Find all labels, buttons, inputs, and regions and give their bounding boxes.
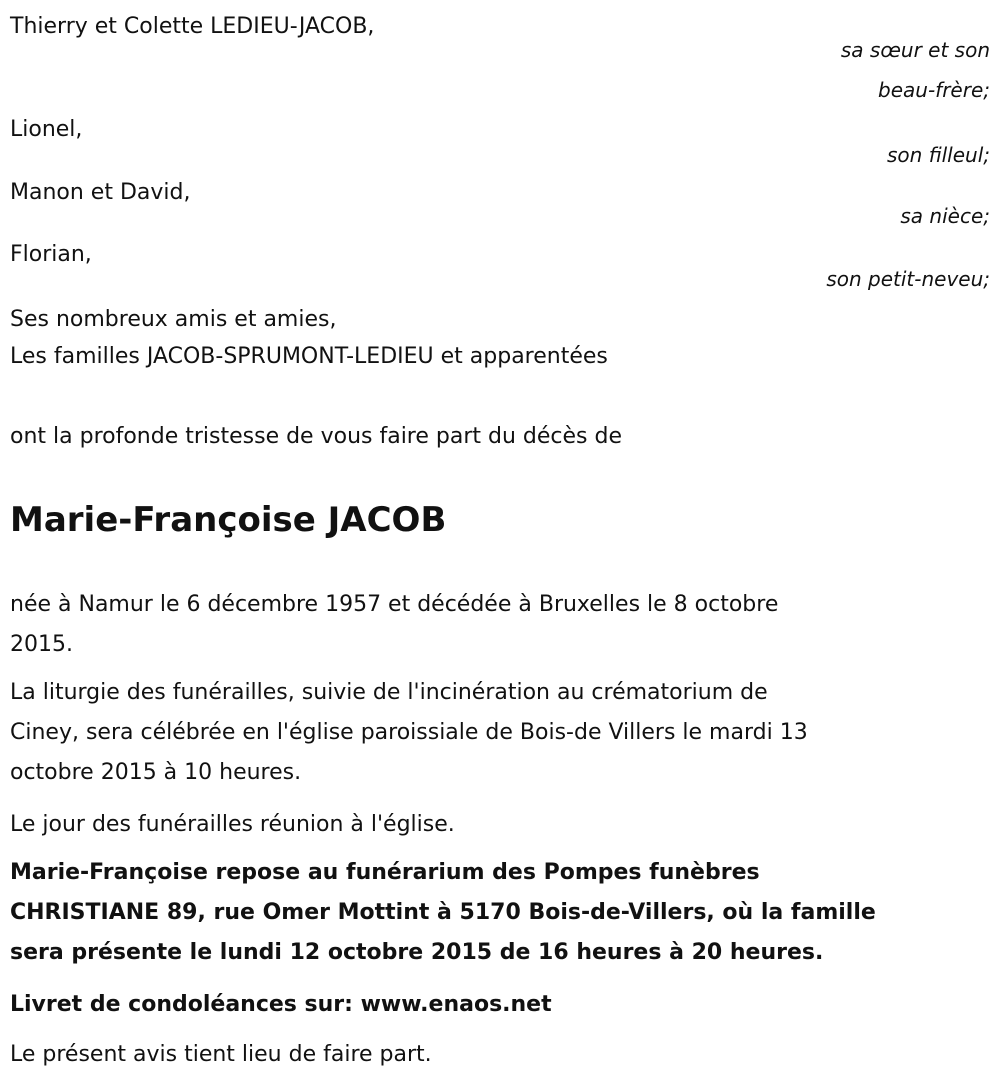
visitation-line: sera présente le lundi 12 octobre 2015 de 16 heures à 20 heures.: [10, 940, 824, 965]
funeral-line: octobre 2015 à 10 heures.: [10, 760, 302, 785]
closing-line: Le présent avis tient lieu de faire part.: [10, 1042, 432, 1067]
funeral-line: La liturgie des funérailles, suivie de l'incinération au crématorium de: [10, 680, 768, 705]
family-relation: son petit-neveu;: [826, 267, 990, 291]
birth-death-line: née à Namur le 6 décembre 1957 et décédée à Bruxelles le 8 octobre: [10, 592, 779, 617]
family-name: Florian,: [10, 242, 92, 267]
family-name: Thierry et Colette LEDIEU-JACOB,: [10, 14, 375, 39]
others-line: Ses nombreux amis et amies,: [10, 307, 337, 332]
visitation-line: Marie-Françoise repose au funérarium des Pompes funèbres: [10, 860, 760, 885]
reunion-line: Le jour des funérailles réunion à l'église.: [10, 812, 455, 837]
family-relation: sa sœur et son: [840, 38, 990, 62]
family-relation: son filleul;: [887, 143, 990, 167]
family-name: Manon et David,: [10, 180, 191, 205]
funeral-line: Ciney, sera célébrée en l'église paroissiale de Bois-de Villers le mardi 13: [10, 720, 808, 745]
deceased-name: Marie-Françoise JACOB: [10, 500, 447, 540]
announcement: ont la profonde tristesse de vous faire part du décès de: [10, 424, 622, 449]
birth-death-line: 2015.: [10, 632, 73, 657]
family-relation: sa nièce;: [900, 204, 990, 228]
condolences-link: Livret de condoléances sur: www.enaos.net: [10, 992, 552, 1017]
others-line: Les familles JACOB-SPRUMONT-LEDIEU et apparentées: [10, 344, 608, 369]
family-relation: beau-frère;: [878, 78, 990, 102]
visitation-line: CHRISTIANE 89, rue Omer Mottint à 5170 Bois-de-Villers, où la famille: [10, 900, 876, 925]
family-name: Lionel,: [10, 117, 83, 142]
